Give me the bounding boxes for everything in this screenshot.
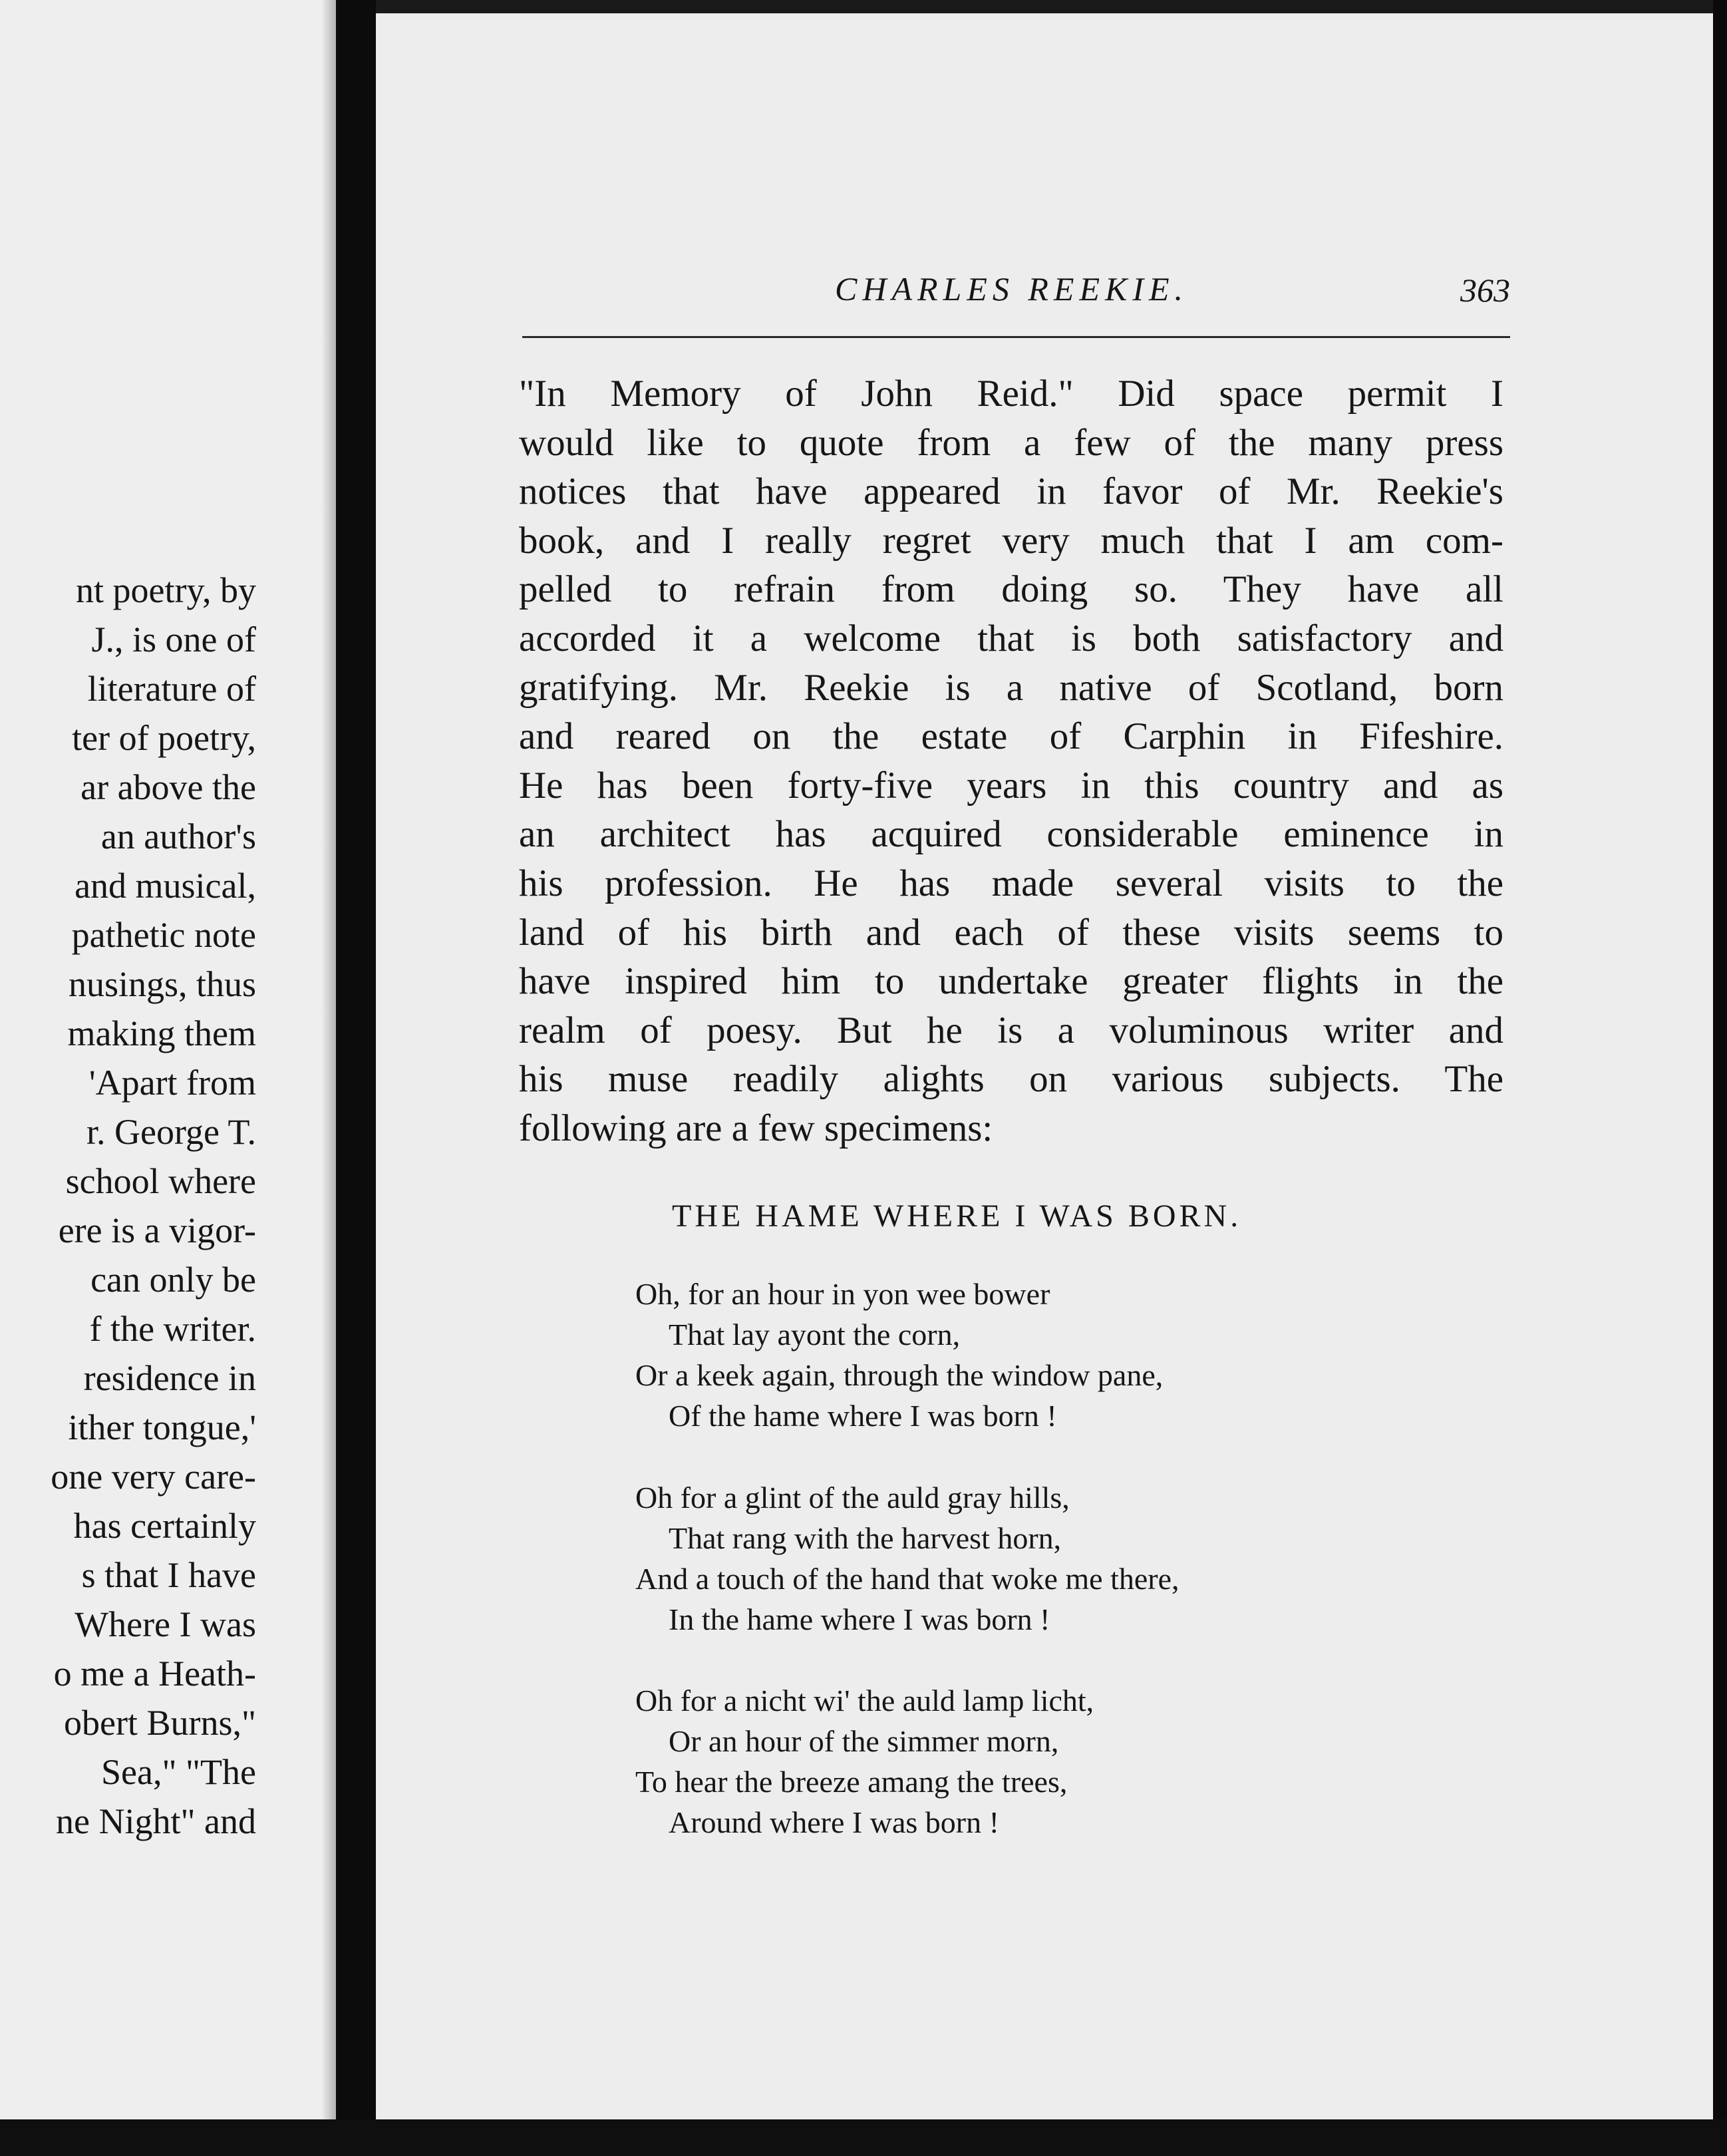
verse-line: To hear the breeze amang the trees, <box>635 1765 1068 1799</box>
verse-line: Oh, for an hour in yon wee bower <box>635 1277 1050 1311</box>
scan-border <box>1713 0 1727 2156</box>
body-paragraph <box>519 369 1503 1153</box>
verse-line: Oh for a nicht wi' the auld lamp licht, <box>635 1684 1094 1717</box>
left-page-text <box>0 566 256 1846</box>
text-line: school where <box>65 1161 256 1201</box>
text-line: his profession. He has made several visits to the <box>519 862 1503 904</box>
text-line: s that I have <box>81 1555 256 1595</box>
text-line: J., is one of <box>91 620 256 659</box>
text-line: pathetic note <box>71 915 256 955</box>
left-page <box>0 0 336 2124</box>
text-line: He has been forty-five years in this country and as <box>519 764 1503 807</box>
text-line: accorded it a welcome that is both satisfactory and <box>519 617 1503 659</box>
text-line: ne Night" and <box>56 1801 256 1841</box>
text-line: Where I was <box>75 1604 256 1644</box>
verse-line: Around where I was born ! <box>669 1805 999 1839</box>
text-line: o me a Heath- <box>53 1654 256 1694</box>
verse-line: In the hame where I was born ! <box>669 1602 1050 1636</box>
text-line: 'Apart from <box>88 1063 256 1103</box>
text-line: realm of poesy. But he is a voluminous writer and <box>519 1009 1503 1051</box>
text-line: have inspired him to undertake greater flights in the <box>519 960 1503 1003</box>
text-line: notices that have appeared in favor of Mr. Reekie's <box>519 470 1503 513</box>
running-title: CHARLES REEKIE. <box>835 270 1189 307</box>
text-line: residence in <box>83 1358 256 1398</box>
text-line: has certainly <box>73 1506 256 1546</box>
text-line: ar above the <box>80 767 256 807</box>
text-line: following are a few specimens: <box>519 1107 993 1149</box>
poem-stanza <box>635 1477 1367 1640</box>
poem-stanza <box>635 1274 1367 1436</box>
text-line: f the writer. <box>89 1309 256 1349</box>
poem-title: THE HAME WHERE I WAS BORN. <box>672 1198 1242 1234</box>
text-line: "In Memory of John Reid." Did space permit I <box>519 373 1503 415</box>
page-shadow <box>321 0 336 2124</box>
text-line: ter of poetry, <box>72 718 256 758</box>
scan-border <box>0 2119 1727 2156</box>
text-line: gratifying. Mr. Reekie is a native of Scotland, born <box>519 666 1503 709</box>
text-line: making them <box>67 1013 256 1053</box>
header-rule <box>522 336 1510 338</box>
text-line: r. George T. <box>86 1112 256 1152</box>
text-line: one very care- <box>51 1457 256 1497</box>
text-line: Sea," "The <box>100 1752 256 1792</box>
text-line: an architect has acquired considerable eminence in <box>519 813 1503 856</box>
text-line: book, and I really regret very much that I am com- <box>519 519 1503 562</box>
book-gutter <box>336 0 376 2156</box>
text-line: pelled to refrain from doing so. They have all <box>519 568 1503 611</box>
verse-line: That lay ayont the corn, <box>669 1318 961 1351</box>
text-line: his muse readily alights on various subjects. The <box>519 1058 1503 1101</box>
text-line: land of his birth and each of these visits seems to <box>519 911 1503 954</box>
verse-line: And a touch of the hand that woke me there, <box>635 1562 1179 1596</box>
text-line: nusings, thus <box>68 964 256 1004</box>
verse-line: That rang with the harvest horn, <box>669 1521 1062 1555</box>
text-line: would like to quote from a few of the many press <box>519 421 1503 464</box>
text-line: obert Burns," <box>63 1703 256 1743</box>
text-line: and musical, <box>75 866 256 906</box>
poem-stanza <box>635 1680 1367 1843</box>
text-line: an author's <box>100 816 256 856</box>
text-line: can only be <box>90 1260 256 1300</box>
verse-line: Or a keek again, through the window pane, <box>635 1358 1164 1392</box>
page-number: 363 <box>1460 271 1510 309</box>
text-line: ere is a vigor- <box>58 1210 256 1250</box>
verse-line: Of the hame where I was born ! <box>669 1399 1057 1433</box>
verse-line: Oh for a glint of the auld gray hills, <box>635 1481 1070 1515</box>
verse-line: Or an hour of the simmer morn, <box>669 1724 1059 1758</box>
page-header <box>522 270 1510 323</box>
text-line: literature of <box>87 669 256 709</box>
text-line: and reared on the estate of Carphin in Fifeshire. <box>519 715 1503 758</box>
text-line: nt poetry, by <box>76 570 256 610</box>
text-line: ither tongue,' <box>68 1407 256 1447</box>
